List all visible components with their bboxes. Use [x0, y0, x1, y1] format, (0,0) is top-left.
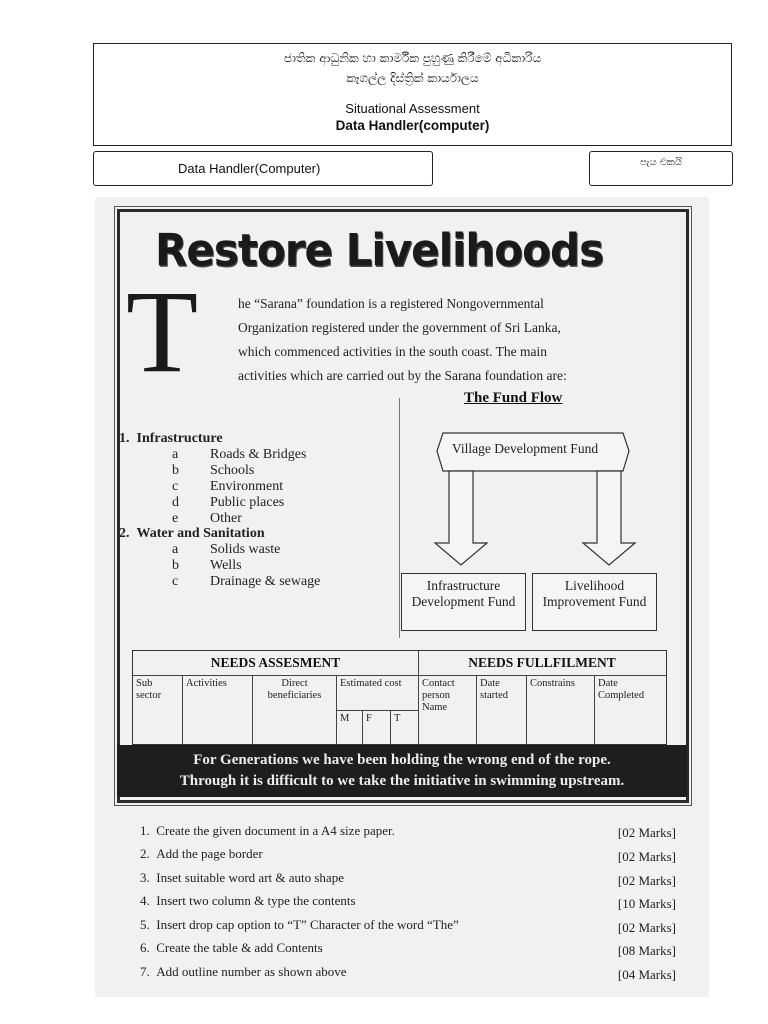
- arrow-down-left: [435, 471, 487, 565]
- banner-line: Through it is difficult to we take the initiative in swimming upstream.: [179, 773, 625, 789]
- drop-cap: T: [126, 266, 199, 397]
- table-sub-cell: M: [336, 710, 362, 744]
- outline-item: a Solids waste: [172, 542, 281, 557]
- instruction-marks: [02 Marks]: [617, 849, 676, 864]
- instruction-marks: [10 Marks]: [617, 896, 676, 911]
- outline-item: b Wells: [172, 558, 242, 573]
- outline-item: c Drainage & sewage: [172, 574, 321, 589]
- table-group-header: NEEDS FULLFILMENT: [468, 655, 616, 670]
- instruction-item: 6. Create the table & add Contents: [140, 940, 323, 955]
- banner-line: For Generations we have been holding the wrong end of the rope.: [193, 752, 611, 768]
- instruction-marks: [08 Marks]: [617, 943, 676, 958]
- needs-table: [132, 650, 667, 745]
- table-header-cell: Direct beneficiaries: [252, 675, 336, 744]
- office-name: කෑගල්ල දිස්ත්‍රික් කාර්යාලය: [346, 71, 479, 85]
- outline-item: e Other: [172, 511, 242, 526]
- table-header-cell: Date started: [476, 675, 526, 744]
- intro-line: he “Sarana” foundation is a registered Nongovernmental: [238, 296, 544, 311]
- table-header-cell: Date Completed: [594, 675, 666, 744]
- table-header-cell: Constrains: [526, 675, 594, 744]
- outline-heading: 2. Water and Sanitation: [119, 526, 265, 541]
- fund-flow-title: The Fund Flow: [464, 390, 563, 406]
- outline-item: b Schools: [172, 463, 255, 478]
- livelihood-fund-box: Livelihood Improvement Fund: [532, 573, 657, 631]
- wordart-title: Restore Livelihoods: [155, 224, 604, 277]
- outline-heading: 1. Infrastructure: [119, 431, 223, 446]
- outline-item: a Roads & Bridges: [172, 447, 307, 462]
- instruction-item: 5. Insert drop cap option to “T” Character of the word “The”: [140, 917, 459, 932]
- outline-item: d Public places: [172, 495, 285, 510]
- quote-banner: [117, 745, 687, 797]
- intro-line: Organization registered under the government of Sri Lanka,: [238, 320, 561, 335]
- table-sub-cell: T: [390, 710, 418, 744]
- intro-line: which commenced activities in the south coast. The main: [238, 344, 548, 359]
- page-title: Situational Assessment: [345, 101, 480, 116]
- village-fund-label: Village Development Fund: [451, 441, 599, 456]
- outline-item: c Environment: [172, 479, 284, 494]
- instruction-item: 4. Insert two column & type the contents: [140, 893, 356, 908]
- course-box: Data Handler(Computer): [93, 151, 433, 186]
- instruction-marks: [02 Marks]: [617, 873, 676, 888]
- instruction-marks: [02 Marks]: [617, 920, 676, 935]
- table-header-cell: Contact person Name: [418, 675, 476, 744]
- header-box: [93, 43, 732, 146]
- table-header-cell: Estimated cost: [336, 675, 418, 710]
- intro-paragraph: [238, 292, 658, 388]
- instruction-item: 7. Add outline number as shown above: [140, 964, 347, 979]
- organization-name: ජාතික ආධුනික හා කාර්මික පුහුණු කිරීමේ අධිකාරිය: [283, 51, 542, 65]
- instruction-item: 2. Add the page border: [140, 846, 263, 861]
- instruction-item: 3. Inset suitable word art & auto shape: [140, 870, 344, 885]
- instruction-marks: [02 Marks]: [617, 825, 676, 840]
- table-header-cell: Sub sector: [133, 675, 182, 744]
- table-group-header: NEEDS ASSESMENT: [210, 655, 341, 670]
- arrow-down-right: [583, 471, 635, 565]
- table-header-cell: Activities: [182, 675, 252, 744]
- table-sub-cell: F: [362, 710, 390, 744]
- instruction-item: 1. Create the given document in a A4 size paper.: [140, 823, 395, 838]
- intro-line: activities which are carried out by the Sarana foundation are:: [238, 368, 567, 383]
- infrastructure-fund-box: Infrastructure Development Fund: [401, 573, 526, 631]
- duration-box: පැය එකයි: [589, 151, 733, 186]
- instruction-marks: [04 Marks]: [617, 967, 676, 982]
- page-subtitle: Data Handler(computer): [335, 118, 490, 133]
- table-divider: [418, 651, 419, 675]
